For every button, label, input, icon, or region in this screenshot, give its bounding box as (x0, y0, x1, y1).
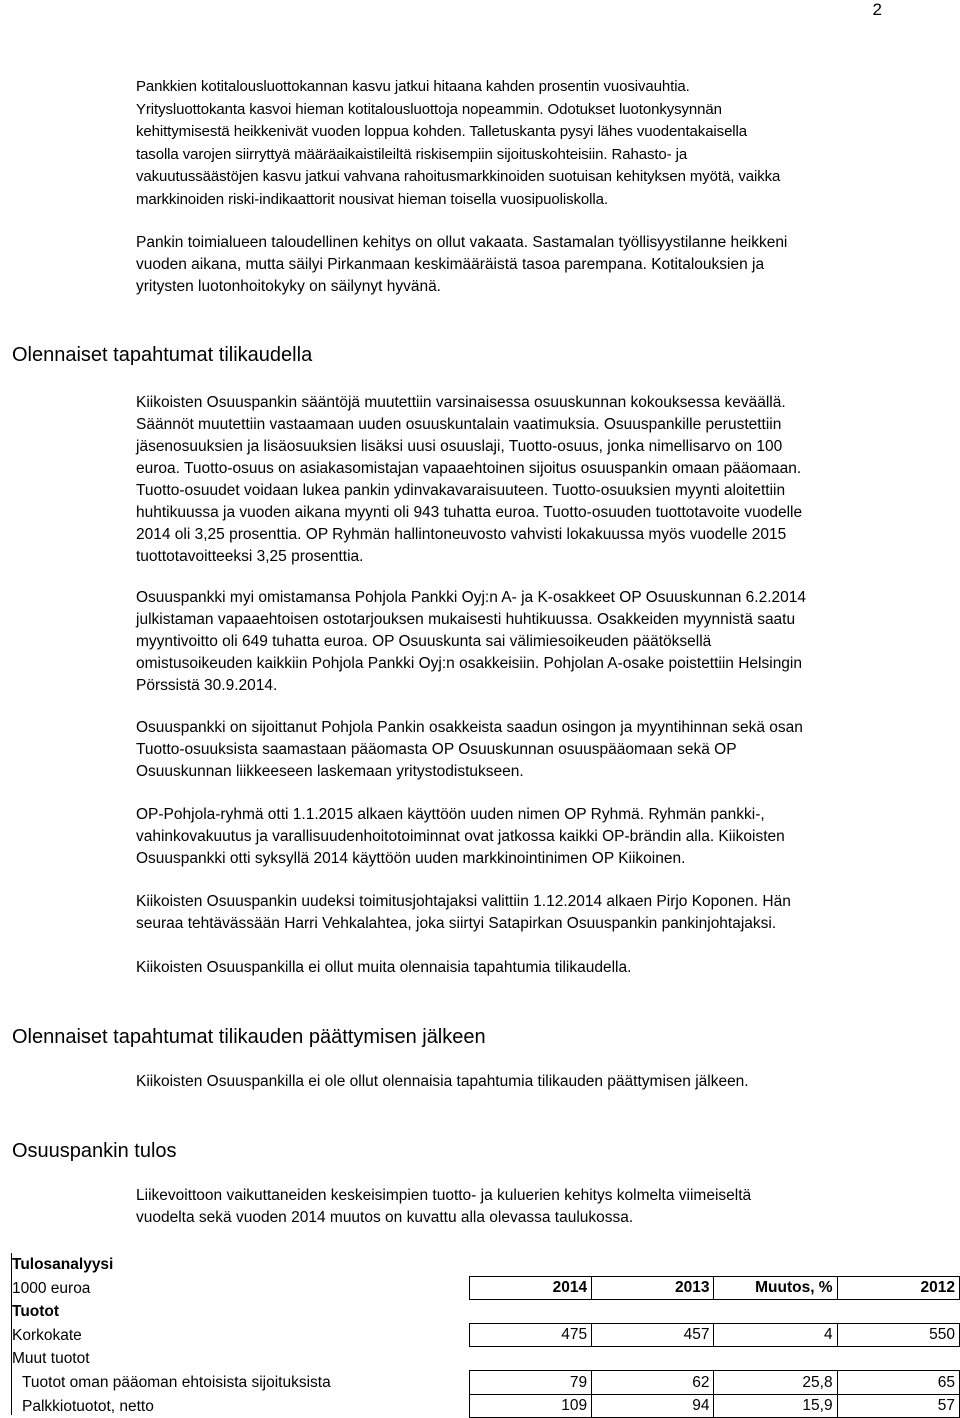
table-cell: 4 (714, 1323, 837, 1347)
table-row (12, 1347, 960, 1371)
text-line: Säännöt muutettiin vastaamaan uuden osuuskuntalain vaatimuksia. Osuuspankille perustettiin (136, 416, 782, 433)
tulosanalyysi-table (12, 1253, 960, 1418)
text-line: Pankin toimialueen taloudellinen kehitys on ollut vakaata. Sastamalan työllisyystilanne heikkeni (136, 234, 788, 251)
text-line: yritysten luotonhoitokyky on säilynyt hyvänä. (136, 278, 441, 295)
intro-paragraph-1 (136, 76, 960, 211)
section1-paragraph-4 (136, 804, 960, 870)
text-line: myyntivoitto oli 649 tuhatta euroa. OP Osuuskunta sai välimiesoikeuden päätöksellä (136, 633, 712, 650)
table-cell: 457 (592, 1323, 714, 1347)
text-line: Pankkien kotitalousluottokannan kasvu jatkui hitaana kahden prosentin vuosivauhtia. (136, 78, 690, 95)
text-line: OP-Pohjola-ryhmä otti 1.1.2015 alkaen käyttöön uuden nimen OP Ryhmä. Ryhmän pankki-, (136, 806, 765, 823)
table-cell: 15,9 (714, 1394, 837, 1418)
text-line: Kiikoisten Osuuspankin sääntöjä muutettiin varsinaisessa osuuskunnan kokouksessa keväällä. (136, 394, 786, 411)
column-header: 2013 (592, 1276, 714, 1300)
text-line: euroa. Tuotto-osuus on asiakasomistajan vapaaehtoinen sijoitus osuuspankin omaan pääomaan. (136, 460, 802, 477)
page-number: 2 (872, 0, 882, 19)
table-section-label: Muut tuotot (12, 1350, 90, 1368)
section1-paragraph-2 (136, 587, 960, 697)
text-line: seuraa tehtävässään Harri Vehkalahtea, joka siirtyi Satapirkan Osuuspankin pankinjohtajaksi. (136, 915, 777, 932)
table-cell: 550 (837, 1323, 959, 1347)
section1-paragraph-1 (136, 392, 960, 568)
row-label: Palkkiotuotot, netto (22, 1397, 154, 1415)
text-line: Kiikoisten Osuuspankilla ei ollut muita olennaisia tapahtumia tilikaudella. (136, 959, 632, 976)
text-line: markkinoiden riski-indikaattorit nousivat hieman toisella vuosipuoliskolla. (136, 190, 608, 208)
table-row (12, 1394, 960, 1418)
section3-paragraph-1 (136, 1185, 960, 1229)
text-line: tuottotavoitteeksi 3,25 prosenttia. (136, 548, 364, 565)
table-section-label: Tuotot (12, 1303, 60, 1321)
table-row (12, 1253, 960, 1276)
section-heading-tilikauden-jalkeen: Olennaiset tapahtumat tilikauden päättymisen jälkeen (12, 1026, 486, 1048)
section1-paragraph-5 (136, 891, 960, 935)
table-cell: 65 (837, 1370, 959, 1394)
text-line: vahinkovakuutus ja varallisuudenhoitotoiminnat ovat jatkossa kaikki OP-brändin alla. Kiikoisten (136, 828, 785, 845)
table-row (12, 1323, 960, 1347)
table-cell: 109 (469, 1394, 591, 1418)
table-cell: 94 (592, 1394, 714, 1418)
column-header: 2012 (837, 1276, 959, 1300)
text-line: tasolla varojen siirryttyä määräaikaistileiltä riskisempiin sijoituskohteisiin. Rahasto- ja (136, 145, 688, 163)
text-line: Tuotto-osuudet voidaan lukea pankin ydinvakavaraisuuteen. Tuotto-osuuksien myynti aloitettiin (136, 482, 786, 499)
section1-paragraph-6 (136, 957, 960, 979)
text-line: 2014 oli 3,25 prosenttia. OP Ryhmän hallintoneuvosto vahvisti lokakuussa myös vuodelle 2015 (136, 526, 787, 543)
intro-paragraph-2 (136, 232, 960, 298)
row-label: Tuotot oman pääoman ehtoisista sijoituksista (22, 1374, 331, 1392)
table-cell: 475 (469, 1323, 591, 1347)
section1-paragraph-3 (136, 717, 960, 783)
text-line: vuoden aikana, mutta säilyi Pirkanmaan keskimääräistä tasoa parempana. Kotitalouksien ja (136, 256, 765, 273)
column-header: 2014 (469, 1276, 591, 1300)
table-header-row (12, 1276, 960, 1300)
section2-paragraph-1 (136, 1071, 960, 1093)
table-cell: 25,8 (714, 1370, 837, 1394)
text-line: Kiikoisten Osuuspankilla ei ole ollut olennaisia tapahtumia tilikauden päättymisen jälkeen. (136, 1073, 749, 1090)
table-cell: 57 (837, 1394, 959, 1418)
text-line: vuodelta sekä vuoden 2014 muutos on kuvattu alla olevassa taulukossa. (136, 1209, 634, 1226)
text-line: Osuuskunnan liikkeeseen laskemaan yritystodistukseen. (136, 763, 524, 780)
text-line: Osuuspankki otti syksyllä 2014 käyttöön uuden markkinointinimen OP Kiikoinen. (136, 850, 686, 867)
text-line: Tuotto-osuuksista saamastaan pääomasta OP Osuuskunnan osuuspääomaan sekä OP (136, 741, 737, 758)
text-line: omistusoikeuden kaikkiin Pohjola Pankki Oyj:n osakkeisiin. Pohjolan A-osake poistettiin Helsingin (136, 655, 802, 672)
text-line: Yritysluottokanta kasvoi hieman kotitalousluottoja nopeammin. Odotukset luotonkysynnän (136, 100, 722, 118)
text-line: Kiikoisten Osuuspankin uudeksi toimitusjohtajaksi valittiin 1.12.2014 alkaen Pirjo Koponen. Hän (136, 893, 791, 910)
section-heading-olennaiset-tapahtumat: Olennaiset tapahtumat tilikaudella (12, 344, 313, 366)
table-title: Tulosanalyysi (12, 1256, 114, 1274)
row-label: Korkokate (12, 1326, 82, 1344)
text-line: Pörssistä 30.9.2014. (136, 677, 278, 694)
table-row (12, 1300, 960, 1324)
text-line: huhtikuussa ja vuoden aikana myynti oli 943 tuhatta euroa. Tuotto-osuuden tuottotavoite vuodelle (136, 504, 803, 521)
text-line: jäsenosuuksien ja lisäosuuksien lisäksi uusi osuuslaji, Tuotto-osuus, jonka nimellisarvo on 100 (136, 438, 783, 455)
table-row (12, 1370, 960, 1394)
text-line: vakuutussäästöjen kasvu jatkui vahvana rahoitusmarkkinoiden suotuisan kehityksen myötä, vaikka (136, 168, 781, 185)
table-cell: 79 (469, 1370, 591, 1394)
section-heading-osuuspankin-tulos: Osuuspankin tulos (12, 1140, 177, 1162)
text-line: kehittymisestä heikkenivät vuoden loppua kohden. Talletuskanta pysyi lähes vuodentakaisella (136, 123, 748, 140)
column-header: Muutos, % (714, 1276, 837, 1300)
table-unit-label: 1000 euroa (12, 1279, 91, 1297)
text-line: julkistaman vapaaehtoisen ostotarjouksen mukaisesti huhtikuussa. Osakkeiden myynnistä saatu (136, 611, 796, 628)
text-line: Liikevoittoon vaikuttaneiden keskeisimpien tuotto- ja kuluerien kehitys kolmelta viimeiseltä (136, 1187, 752, 1204)
table-cell: 62 (592, 1370, 714, 1394)
text-line: Osuuspankki myi omistamansa Pohjola Pankki Oyj:n A- ja K-osakkeet OP Osuuskunnan 6.2.2014 (136, 589, 807, 606)
text-line: Osuuspankki on sijoittanut Pohjola Pankin osakkeista saadun osingon ja myyntihinnan sekä osan (136, 719, 803, 736)
